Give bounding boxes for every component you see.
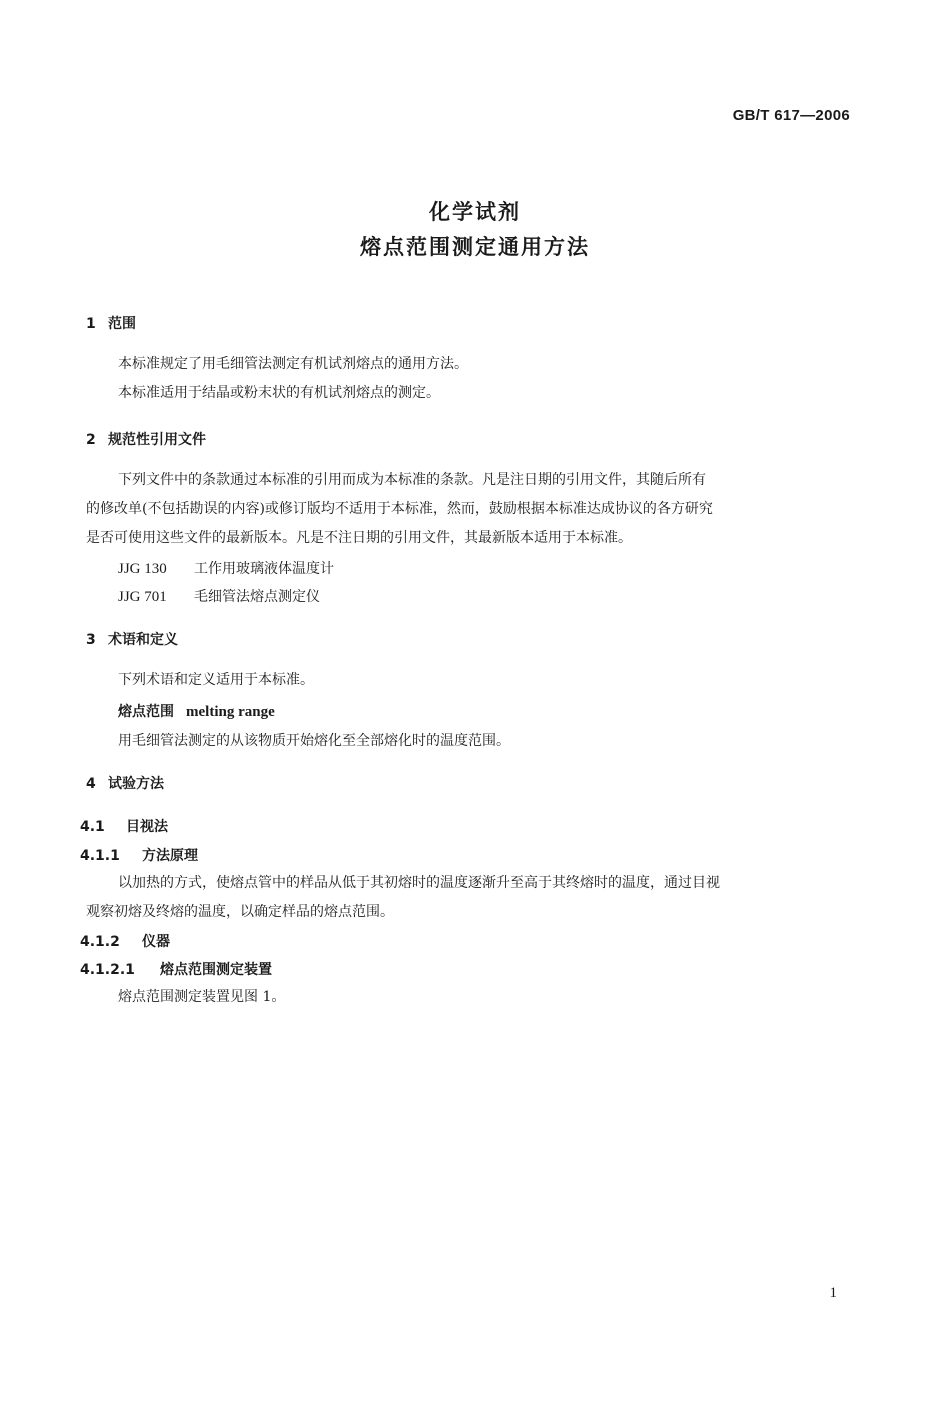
section-2-paragraph-line-2: 的修改单(不包括勘误的内容)或修订版均不适用于本标准，然而，鼓励根据本标准达成协议的各方研究: [86, 501, 713, 517]
reference-item: [118, 586, 320, 606]
subsection-4-1-2-1-heading: [80, 959, 272, 979]
section-1-paragraph-1: 本标准规定了用毛细管法测定有机试剂熔点的通用方法。: [118, 356, 468, 372]
subsection-4-1-2-heading: [80, 931, 170, 951]
subsection-4-1-heading: [80, 816, 168, 836]
section-title: 目视法: [126, 819, 168, 835]
document-title-line2: 熔点范围测定通用方法: [360, 235, 590, 259]
section-number: 4.1.2: [80, 934, 120, 950]
section-title: 范围: [108, 316, 136, 332]
reference-code: JJG 130: [118, 561, 167, 577]
standard-number: GB/T 617—2006: [732, 107, 850, 124]
reference-title: 工作用玻璃液体温度计: [194, 561, 334, 577]
subsection-4-1-2-1-paragraph: 熔点范围测定装置见图 1。: [118, 989, 286, 1005]
section-title: 术语和定义: [108, 632, 178, 648]
section-2-paragraph-line-3: 是否可使用这些文件的最新版本。凡是不注日期的引用文件，其最新版本适用于本标准。: [86, 530, 632, 546]
section-2-paragraph-line-1: 下列文件中的条款通过本标准的引用而成为本标准的条款。凡是注日期的引用文件，其随后所有: [118, 472, 706, 488]
section-number: 4.1.1: [80, 848, 120, 864]
document-title-line1: 化学试剂: [429, 200, 521, 224]
section-number: 4.1.2.1: [80, 962, 135, 978]
section-title: 试验方法: [108, 776, 164, 792]
term-entry: [118, 701, 275, 721]
subsection-4-1-1-heading: [80, 845, 198, 865]
term-definition: 用毛细管法测定的从该物质开始熔化至全部熔化时的温度范围。: [118, 733, 510, 749]
section-title: 仪器: [142, 934, 170, 950]
section-3-paragraph-1: 下列术语和定义适用于本标准。: [118, 672, 314, 688]
term-english: melting range: [186, 704, 275, 720]
section-1-paragraph-2: 本标准适用于结晶或粉末状的有机试剂熔点的测定。: [118, 385, 440, 401]
reference-title: 毛细管法熔点测定仪: [194, 589, 320, 605]
section-title: 方法原理: [142, 848, 198, 864]
section-number: 4: [86, 776, 96, 792]
section-number: 3: [86, 632, 96, 648]
section-number: 4.1: [80, 819, 105, 835]
subsection-4-1-1-paragraph-line-1: 以加热的方式，使熔点管中的样品从低于其初熔时的温度逐渐升至高于其终熔时的温度，通过目视: [118, 875, 720, 891]
subsection-4-1-1-paragraph-line-2: 观察初熔及终熔的温度，以确定样品的熔点范围。: [86, 904, 394, 920]
reference-code: JJG 701: [118, 589, 167, 605]
term-chinese: 熔点范围: [118, 704, 174, 720]
section-number: 2: [86, 432, 96, 448]
reference-item: [118, 558, 334, 578]
section-title: 熔点范围测定装置: [160, 962, 272, 978]
section-2-heading: [86, 429, 206, 449]
page-number: 1: [829, 1285, 837, 1301]
section-title: 规范性引用文件: [108, 432, 206, 448]
section-1-heading: [86, 313, 136, 333]
section-3-heading: [86, 629, 178, 649]
section-4-heading: [86, 773, 164, 793]
section-number: 1: [86, 316, 96, 332]
